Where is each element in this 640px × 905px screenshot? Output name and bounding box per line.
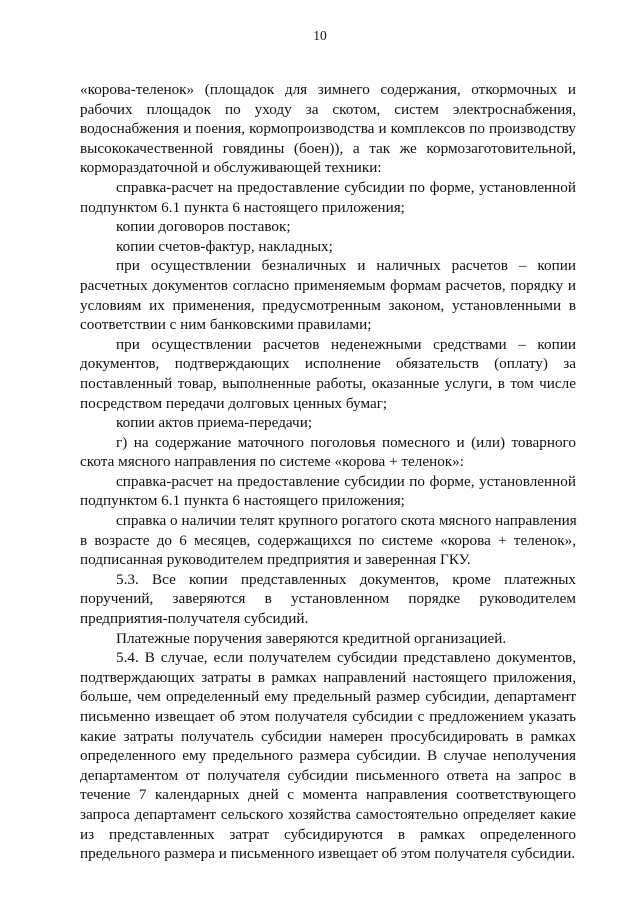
text-line: определенного ему предельного размера субсидии. В случае неполучения	[80, 747, 576, 765]
text-line: условиям их применения, предусмотренным законом, установленными в	[80, 296, 576, 314]
text-line: скота мясного направления по системе «корова + теленок»:	[80, 453, 464, 471]
text-line: подпунктом 6.1 пункта 6 настоящего приложения;	[80, 198, 405, 216]
text-line: расчетных документов согласно применяемым формам расчетов, порядку и	[80, 276, 576, 294]
text-line: г) на содержание маточного поголовья помесного и (или) товарного	[116, 433, 576, 451]
document-body	[80, 80, 576, 864]
text-line: копии договоров поставок;	[116, 218, 291, 236]
text-line: справка-расчет на предоставление субсидии по форме, установленной	[116, 472, 576, 490]
text-line: течение 7 календарных дней с момента направления соответствующего	[80, 786, 576, 804]
text-line: подтверждающих затраты в рамках направлений настоящего приложения,	[80, 668, 576, 686]
text-line: высококачественной говядины (боен)), а так же кормозаготовительной,	[80, 139, 576, 157]
text-line: при осуществлении расчетов неденежными средствами – копии	[116, 335, 576, 353]
text-line: департаментом от получателя субсидии письменного ответа на запрос в	[80, 766, 576, 784]
text-line: посредством передачи долговых ценных бумаг;	[80, 394, 388, 412]
text-line: соответствии с ним банковскими правилами;	[80, 316, 372, 334]
text-line: документов, подтверждающих исполнение обязательств (оплату) за	[80, 355, 576, 373]
text-line: подпунктом 6.1 пункта 6 настоящего приложения;	[80, 492, 405, 510]
text-line: поручений, заверяются в установленном порядке руководителем	[80, 590, 576, 608]
text-line: из представленных затрат субсидируются в рамках определенного	[80, 825, 576, 843]
text-line: рабочих площадок по уходу за скотом, систем электроснабжения,	[80, 100, 576, 118]
text-line: 5.4. В случае, если получателем субсидии представлено документов,	[116, 649, 576, 667]
text-line: письменно извещает об этом получателя субсидии с предложением указать	[80, 708, 576, 725]
text-line: справка о наличии телят крупного рогатого скота мясного направления	[116, 512, 577, 530]
text-line: подписанная руководителем предприятия и заверенная ГКУ.	[80, 551, 471, 569]
text-line: в возрасте до 6 месяцев, содержащихся по системе «корова + теленок»,	[80, 531, 576, 549]
text-line: справка-расчет на предоставление субсидии по форме, установленной	[116, 178, 576, 196]
text-line: какие затраты получатель субсидии намерен просубсидировать в рамках	[80, 727, 576, 745]
text-line: поставленный товар, выполненные работы, оказанные услуги, в том числе	[80, 374, 576, 392]
text-line: «корова-теленок» (площадок для зимнего содержания, откормочных и	[80, 81, 576, 98]
text-line: предельного размера и письменного извещает об этом получателя субсидии.	[80, 845, 576, 863]
text-line: Платежные поручения заверяются кредитной организацией.	[116, 629, 507, 647]
text-line: кормораздаточной и обслуживающей техники:	[80, 159, 382, 177]
text-line: водоснабжения и поения, кормопроизводства и комплексов по производству	[80, 120, 576, 138]
text-line: больше, чем определенный ему предельный размер субсидии, департамент	[80, 688, 576, 706]
text-line: копии счетов-фактур, накладных;	[116, 237, 333, 255]
text-line: при осуществлении безналичных и наличных расчетов – копии	[116, 257, 576, 275]
page-number: 10	[313, 28, 327, 43]
text-line: запроса департамент сельского хозяйства самостоятельно определяет какие	[80, 805, 576, 823]
text-line: предприятия-получателя субсидий.	[80, 610, 309, 628]
text-line: копии актов приема-передачи;	[116, 414, 313, 432]
text-line: 5.3. Все копии представленных документов, кроме платежных	[116, 570, 576, 588]
